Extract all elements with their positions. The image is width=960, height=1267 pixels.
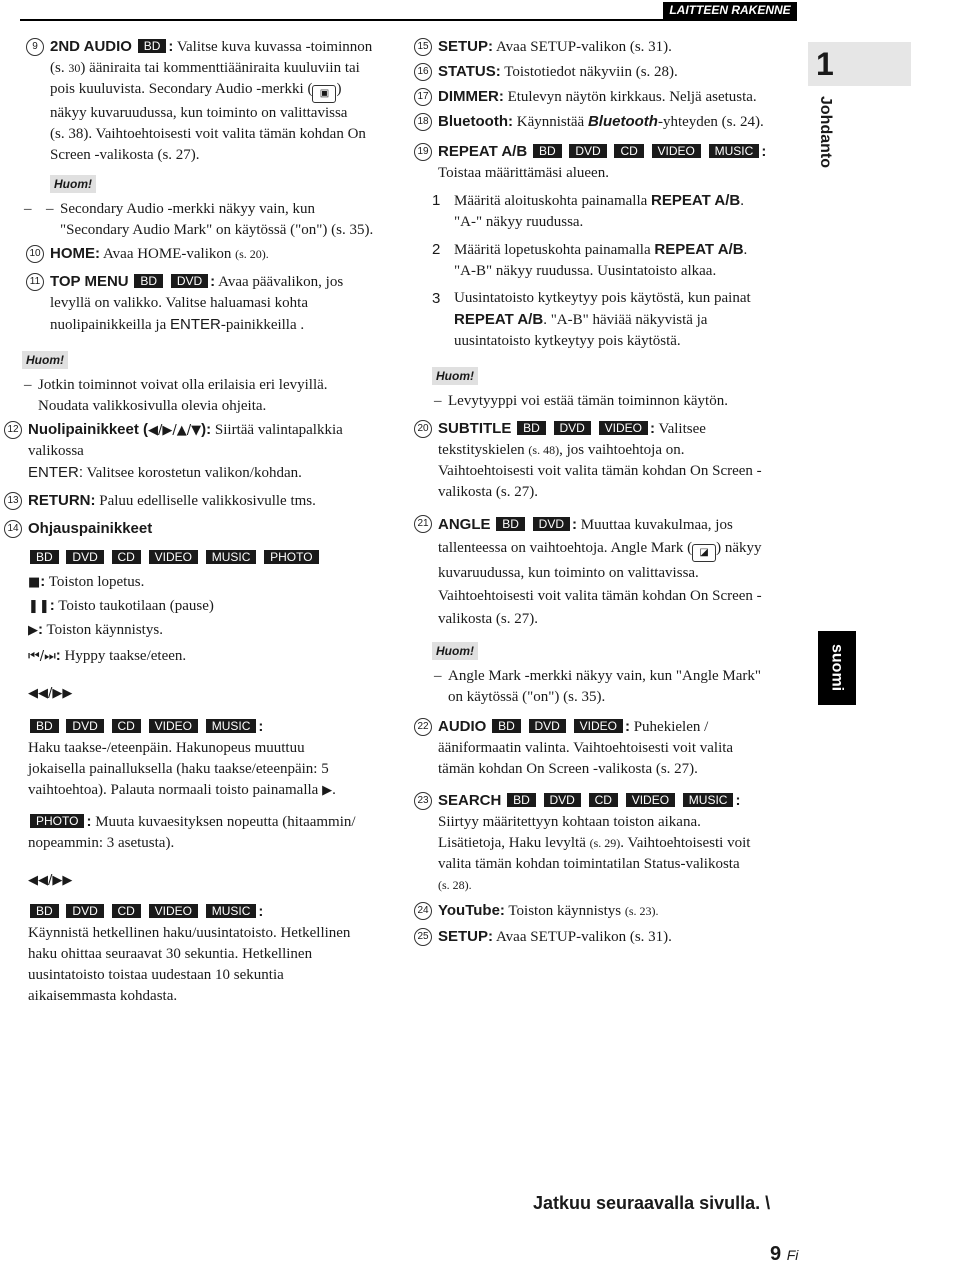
left-column: 9 2ND AUDIO BD : Valitse kuva kuvassa -toiminnon (s. 30) ääniraita tai kommenttiääniraita kuuluviin tai pois kuuluvista. Secondary Audio -merkki ( ▣ ) näkyy kuvaruudussa, kun toiminto on valittavissa (s. 38). Vaihtoehtoisesti voit valita tämän kohdan On Screen -valikosta (s. 27). Huom! – – Secondary Audio -merkki näkyy vain, kun "Secondary Audio Mark" on käytössä ("on") (s. 35). 10 HOME: Avaa HOME-valikon (s. 20). 11 TOP MENU BD DVD : Avaa päävalikon, jos levyllä on valikko. Valitse haluamasi kohta nuolipainikkeilla ja ENTER-painikkeilla . Huom! – Jotkin toiminnot voivat olla erilaisia eri levyillä. Noudata valikkosivulla olevia ohjeita. 12 Nuolipainikkeet (◀/▶/▲/▼): Siirtää valintapalkkia valikossa ENTER: Valitsee korostetun valikon/kohdan. 13 RETURN: Paluu edelliselle valikkosivulle tms. 14 Ohjauspainikkeet BD DVD CD VIDEO MUSIC PHOTO ■: Toiston lopetus. ❚❚: Toisto taukotilaan (pause) ▶: Toiston käynnistys. ⏮/⏭: Hyppy taakse/eteen. ◀◀/▶▶ BD DVD CD VIDEO MUSIC : Haku taakse-/eteenpäin. Hakunopeus muuttuu jokaisella painalluksella (haku taakse/eteenpäin: 5 vaihtoehtoa). Palauta normaali toisto painamalla ▶. PHOTO : Muuta kuvaesityksen nopeutta (hitaammin/ nopeammin: 3 asetusta). ◀◀/▶▶ BD DVD CD VIDEO MUSIC : Käynnistä hetkellinen haku/uusintatoisto. Hetkellinen haku ohittaa seuraavat 30 sekuntia. Hetkellinen uusintatoisto toistaa uudestaan 10 sekuntia aikaisemmasta kohdasta. [0, 36, 395, 1007]
item-22: 22 AUDIO BD DVD VIDEO : Puhekielen / ääniformaatin valinta. Vaihtoehtoisesti voit valita tämän kohdan On Screen -valikosta (s. 27). [410, 716, 805, 780]
item-15: 15 SETUP: Avaa SETUP-valikon (s. 31). [410, 36, 805, 58]
item-10: 10 HOME: Avaa HOME-valikon (s. 20). [0, 243, 395, 265]
note-item: – – Secondary Audio -merkki näkyy vain, kun "Secondary Audio Mark" on käytössä ("on") (s. 35). [0, 199, 395, 241]
item-9: 9 2ND AUDIO BD : Valitse kuva kuvassa -toiminnon (s. 30) ääniraita tai kommenttiääniraita kuuluviin tai pois kuuluvista. Secondary Audio -merkki ( ▣ ) näkyy kuvaruudussa, kun toiminto on valittavissa (s. 38). Vaihtoehtoisesti voit valita tämän kohdan On Screen -valikosta (s. 27). [0, 36, 395, 166]
item-16: 16 STATUS: Toistotiedot näkyviin (s. 28). [410, 61, 805, 83]
note-item: – Levytyyppi voi estää tämän toiminnon käytön. [410, 391, 805, 412]
continues-note: Jatkuu seuraavalla sivulla. \ [533, 1193, 771, 1213]
item-24: 24 YouTube: Toiston käynnistys (s. 23). [410, 900, 805, 922]
item-18: 18 Bluetooth: Käynnistää Bluetooth-yhteyden (s. 24). [410, 111, 805, 133]
item-19: 19 REPEAT A/B BD DVD CD VIDEO MUSIC : Toistaa määrittämäsi alueen. [410, 141, 805, 184]
item-21: 21 ANGLE BD DVD : Muuttaa kuvakulmaa, jos tallenteessa on vaihtoehtoja. Angle Mark ( ◪ ) näkyy kuvaruudussa, kun toiminto on valittavissa. Vaihtoehtoisesti voit valita tämän kohdan On Screen - valikosta (s. 27). [410, 513, 805, 631]
play-icon: ▶ [322, 783, 333, 798]
search-icon: ◀◀/▶▶ [28, 686, 73, 701]
chapter-number: 1 [808, 42, 911, 86]
note-item: – Jotkin toiminnot voivat olla erilaisia eri levyillä. Noudata valikkosivulla olevia ohjeita. [0, 375, 395, 417]
language-tab: suomi [818, 631, 856, 705]
step-2: 2 Määritä lopetuskohta painamalla REPEAT A/B. "A-B" näkyy ruudussa. Uusintatoisto alkaa. [432, 241, 748, 279]
instant-icon: ◀◀/▶▶ [28, 873, 73, 888]
skip-icon: ⏮/⏭ [28, 649, 56, 664]
item-17: 17 DIMMER: Etulevyn näytön kirkkaus. Neljä asetusta. [410, 86, 805, 108]
chapter-name: Johdanto [817, 96, 834, 168]
section-header: LAITTEEN RAKENNE [663, 2, 797, 19]
secondary-audio-icon: ▣ [312, 85, 336, 103]
stop-icon: ■ [28, 575, 41, 590]
right-column: 15 SETUP: Avaa SETUP-valikon (s. 31). 16 STATUS: Toistotiedot näkyviin (s. 28). 17 DIMMER: Etulevyn näytön kirkkaus. Neljä asetusta. 18 Bluetooth: Käynnistää Bluetooth-yhteyden (s. 24). 19 REPEAT A/B BD DVD CD VIDEO MUSIC : Toistaa määrittämäsi alueen. 1 Määritä aloituskohta painamalla REPEAT A/B. "A-" näkyy ruudussa. 2 Määritä lopetuskohta painamalla REPEAT A/B. "A-B" näkyy ruudussa. Uusintatoisto alkaa. 3 Uusintatoisto kytkeytyy pois käytöstä, kun painat REPEAT A/B. "A-B" häviää näkyvistä ja uusintatoisto kytkeytyy pois käytöstä. Huom! – Levytyyppi voi estää tämän toiminnon käytön. 20 SUBTITLE BD DVD VIDEO : Valitsee tekstityskielen (s. 48), jos vaihtoehtoja on. Vaihtoehtoisesti voit valita tämän kohdan On Screen - valikosta (s. 27). 21 ANGLE BD DVD : Muuttaa kuvakulmaa, jos tallenteessa on vaihtoehtoja. Angle Mark ( ◪ ) näkyy kuvaruudussa, kun toiminto on valittavissa. Vaihtoehtoisesti voit valita tämän kohdan On Screen - valikosta (s. 27). Huom! – Angle Mark -merkki näkyy vain, kun "Angle Mark" on käytössä ("on") (s. 35). 22 AUDIO BD DVD VIDEO : Puhekielen / ääniformaatin valinta. Vaihtoehtoisesti voit valita tämän kohdan On Screen -valikosta (s. 27). 23 SEARCH BD DVD CD VIDEO MUSIC : Siirtyy määritettyyn kohtaan toiston aikana. Lisätietoja, Haku levyltä (s. 29). Vaihtoehtoisesti voit valita tämän kohdan toimintatilan Status-valikosta (s. 28). 24 YouTube: Toiston käynnistys (s. 23). 25 SETUP: Avaa SETUP-valikon (s. 31). [410, 36, 805, 948]
step-3: 3 Uusintatoisto kytkeytyy pois käytöstä, kun painat REPEAT A/B. "A-B" häviää näkyvistä ja uusintatoisto kytkeytyy pois käytöstä. [432, 290, 751, 349]
item-11: 11 TOP MENU BD DVD : Avaa päävalikon, jos levyllä on valikko. Valitse haluamasi kohta nuolipainikkeilla ja ENTER-painikkeilla . [0, 271, 395, 336]
item-23: 23 SEARCH BD DVD CD VIDEO MUSIC : Siirtyy määritettyyn kohtaan toiston aikana. Lisätietoja, Haku levyltä (s. 29). Vaihtoehtoisesti voit valita tämän kohdan toimintatilan Status-valikosta (s. 28). [410, 790, 805, 896]
item-14: 14 Ohjauspainikkeet BD DVD CD VIDEO MUSIC PHOTO ■: Toiston lopetus. ❚❚: Toisto taukotilaan (pause) ▶: Toiston käynnistys. ⏮/⏭: Hyppy taakse/eteen. ◀◀/▶▶ BD DVD CD VIDEO MUSIC : Haku taakse-/eteenpäin. Hakunopeus muuttuu jokaisella painalluksella (haku taakse/eteenpäin: 5 vaihtoehtoa). Palauta normaali toisto painamalla ▶. PHOTO : Muuta kuvaesityksen nopeutta (hitaammin/ nopeammin: 3 asetusta). ◀◀/▶▶ BD DVD CD VIDEO MUSIC : Käynnistä hetkellinen haku/uusintatoisto. Hetkellinen haku ohittaa seuraavat 30 sekuntia. Hetkellinen uusintatoisto toistaa uudestaan 10 sekuntia aikaisemmasta kohdasta. [0, 518, 395, 1007]
item-13: 13 RETURN: Paluu edelliselle valikkosivulle tms. [0, 490, 395, 512]
tag-bd: BD [138, 39, 167, 53]
step-1: 1 Määritä aloituskohta painamalla REPEAT A/B. "A-" näkyy ruudussa. [432, 192, 744, 230]
item-12: 12 Nuolipainikkeet (◀/▶/▲/▼): Siirtää valintapalkkia valikossa ENTER: Valitsee korostetun valikon/kohdan. [0, 419, 395, 484]
item-20: 20 SUBTITLE BD DVD VIDEO : Valitsee tekstityskielen (s. 48), jos vaihtoehtoja on. Vaihtoehtoisesti voit valita tämän kohdan On Screen - valikosta (s. 27). [410, 418, 805, 503]
angle-mark-icon: ◪ [692, 544, 716, 562]
note-item: – Angle Mark -merkki näkyy vain, kun "Angle Mark" on käytössä ("on") (s. 35). [410, 666, 805, 708]
page-number: 9 Fi [770, 1243, 799, 1265]
note-label: Huom! [50, 175, 96, 193]
header-rule [20, 19, 797, 21]
item-number: 9 [26, 38, 44, 56]
play-icon: ▶ [28, 623, 38, 638]
pause-icon: ❚❚ [28, 599, 50, 614]
item-25: 25 SETUP: Avaa SETUP-valikon (s. 31). [410, 926, 805, 948]
